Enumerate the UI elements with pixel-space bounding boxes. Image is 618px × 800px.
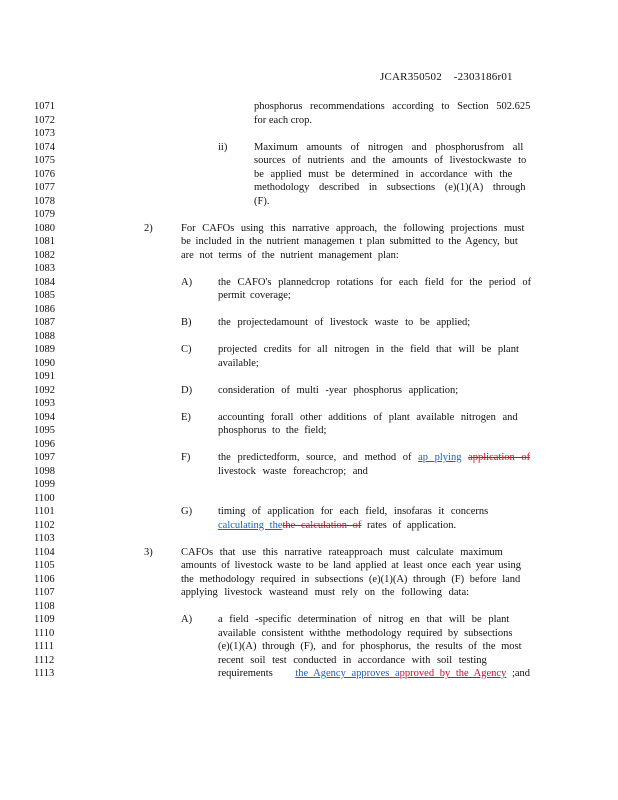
body-line: permit coverage; bbox=[218, 290, 291, 301]
line-number: 1110 bbox=[34, 627, 55, 639]
list-marker: A) bbox=[181, 276, 193, 288]
list-marker: F) bbox=[181, 452, 191, 463]
line-number: 1094 bbox=[34, 411, 55, 423]
line-number: 1071 bbox=[34, 101, 55, 112]
body-line: consideration of multi -year phosphorus application; bbox=[218, 384, 459, 396]
body-line: For CAFOs using this narrative approach, the following projections must bbox=[181, 222, 525, 234]
body-line: a field -specific determination of nitrog en that will be plant bbox=[218, 614, 510, 625]
line-number: 1111 bbox=[34, 641, 54, 652]
body-line: amounts of livestock waste to be land applied at least once each year using bbox=[181, 560, 522, 571]
list-marker: ii) bbox=[218, 141, 228, 153]
body-line: available; bbox=[218, 357, 259, 369]
line-number: 1085 bbox=[34, 290, 55, 301]
body-line: applying livestock wasteand must rely on the following data: bbox=[181, 587, 470, 598]
line-number: 1087 bbox=[34, 317, 55, 328]
line-number: 1106 bbox=[34, 573, 55, 585]
deleted-text: the calculation of bbox=[282, 519, 362, 531]
line-number: 1109 bbox=[34, 614, 55, 625]
line-number: 1073 bbox=[34, 128, 55, 139]
body-text: ;and bbox=[511, 668, 531, 679]
line-number: 1092 bbox=[34, 384, 55, 396]
line-number: 1097 bbox=[34, 452, 55, 463]
line-number: 1108 bbox=[34, 600, 55, 612]
line-number: 1105 bbox=[34, 560, 55, 571]
line-number: 1112 bbox=[34, 654, 55, 666]
line-number: 1101 bbox=[34, 506, 55, 517]
body-line: timing of application for each field, insofaras it concerns bbox=[218, 506, 489, 517]
body-line: livestock waste foreachcrop; and bbox=[218, 465, 368, 477]
line-number: 1081 bbox=[34, 236, 55, 247]
list-marker: E) bbox=[181, 411, 191, 423]
body-line: (F). bbox=[254, 195, 270, 207]
body-line: are not terms of the nutrient management plan: bbox=[181, 249, 399, 261]
inserted-text: ap plying bbox=[418, 452, 462, 463]
line-number: 1079 bbox=[34, 209, 55, 220]
line-number: 1088 bbox=[34, 330, 55, 342]
document-id: JCAR350502 bbox=[380, 71, 442, 83]
line-number: 1104 bbox=[34, 546, 55, 558]
body-line bbox=[218, 668, 530, 680]
body-line: CAFOs that use this narrative rateapproach must calculate maximum bbox=[181, 546, 503, 558]
line-number: 1077 bbox=[34, 182, 55, 193]
body-text: the predictedform, source, and method of bbox=[218, 452, 412, 463]
list-marker: D) bbox=[181, 384, 193, 396]
line-number: 1076 bbox=[34, 168, 55, 180]
body-line: Maximum amounts of nitrogen and phosphorusfrom all bbox=[254, 141, 524, 153]
inserted-text: the Agency approves a bbox=[295, 668, 400, 679]
body-line: methodology described in subsections (e)(1)(A) through bbox=[254, 182, 526, 193]
body-line bbox=[218, 520, 456, 532]
body-line: the methodology required in subsections (e)(1)(A) through (F) before land bbox=[181, 573, 521, 585]
list-marker: G) bbox=[181, 506, 193, 517]
body-line: phosphorus recommendations according to Section 502.625 bbox=[254, 101, 531, 112]
body-line: be included in the nutrient managemen t plan submitted to the Agency, but bbox=[181, 236, 518, 247]
list-marker: C) bbox=[181, 344, 192, 355]
list-marker: A) bbox=[181, 614, 193, 625]
body-line: the CAFO's plannedcrop rotations for each field for the period of bbox=[218, 276, 532, 288]
list-marker: B) bbox=[181, 317, 192, 328]
body-line: phosphorus to the field; bbox=[218, 425, 327, 436]
line-number: 1084 bbox=[34, 276, 55, 288]
line-number: 1080 bbox=[34, 222, 55, 234]
line-number: 1091 bbox=[34, 371, 55, 382]
line-number: 1096 bbox=[34, 438, 55, 450]
line-number: 1102 bbox=[34, 519, 55, 531]
line-number: 1103 bbox=[34, 533, 55, 544]
line-number: 1113 bbox=[34, 668, 55, 679]
list-marker: 3) bbox=[144, 546, 153, 558]
body-line: available consistent withthe methodology required by subsections bbox=[218, 627, 513, 639]
body-line: the projectedamount of livestock waste to be applied; bbox=[218, 317, 471, 328]
line-number: 1098 bbox=[34, 465, 55, 477]
body-line: projected credits for all nitrogen in the field that will be plant bbox=[218, 344, 519, 355]
body-line: accounting forall other additions of plant available nitrogen and bbox=[218, 411, 518, 423]
body-line bbox=[218, 452, 530, 464]
line-number: 1075 bbox=[34, 155, 55, 166]
line-number: 1074 bbox=[34, 141, 55, 153]
body-line: recent soil test conducted in accordance with soil testing bbox=[218, 654, 487, 666]
body-text: requirements bbox=[218, 668, 273, 679]
body-text: rates of application. bbox=[367, 519, 457, 531]
inserted-text: pproved by the Agency bbox=[399, 668, 507, 679]
line-number: 1082 bbox=[34, 249, 55, 261]
document-header bbox=[380, 71, 513, 83]
list-marker: 2) bbox=[144, 222, 153, 234]
document-version: -2303186r01 bbox=[453, 71, 513, 83]
line-number: 1083 bbox=[34, 263, 55, 274]
line-number: 1086 bbox=[34, 303, 55, 315]
body-line: sources of nutrients and the amounts of livestockwaste to bbox=[254, 155, 527, 166]
body-line: be applied must be determined in accordance with the bbox=[254, 168, 513, 180]
line-number: 1093 bbox=[34, 398, 55, 409]
body-line: (e)(1)(A) through (F), and for phosphorus, the results of the most bbox=[218, 641, 522, 652]
inserted-text: calculating the bbox=[218, 519, 283, 531]
line-number: 1099 bbox=[34, 479, 55, 490]
line-number: 1107 bbox=[34, 587, 55, 598]
line-number: 1095 bbox=[34, 425, 55, 436]
line-number: 1089 bbox=[34, 344, 55, 355]
body-line: for each crop. bbox=[254, 114, 313, 126]
line-number: 1100 bbox=[34, 492, 55, 504]
line-number: 1078 bbox=[34, 195, 55, 207]
line-number: 1072 bbox=[34, 114, 55, 126]
line-number: 1090 bbox=[34, 357, 55, 369]
deleted-text: application of bbox=[468, 452, 531, 463]
